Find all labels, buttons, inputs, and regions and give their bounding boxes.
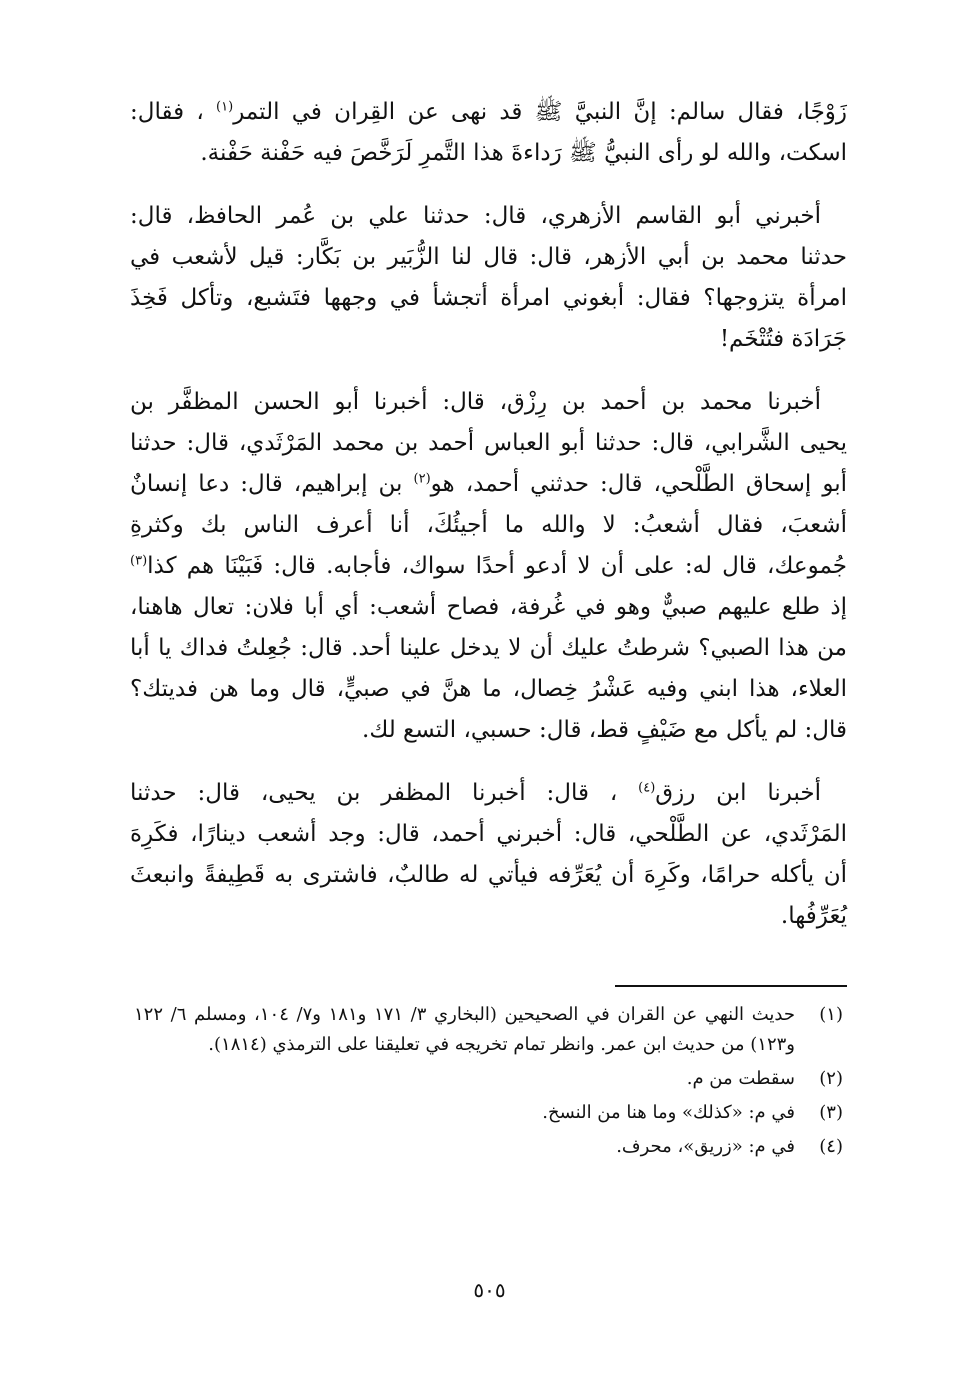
text-fragment: بن إبراهيم، قال: دعا إنسانٌ [130,471,403,497]
text-fragment: أبو إسحاق الطَّلْحي، قال: حدثني أحمد، هو [430,471,847,497]
footnote-number: (١) [819,1004,843,1025]
text-line: جَرَادَة فتُتْخَم! [719,326,847,352]
paragraph-1 [130,92,847,174]
paragraph-3 [130,382,847,751]
footnote-ref[interactable]: (٤) [638,780,656,796]
footnote-ref[interactable]: (١) [216,99,234,115]
main-text [130,92,847,959]
text-line: يحيى الشَّرابي، قال: حدثنا أبو العباس أحمد بن محمد المَرْثَدي، قال: حدثنا [130,430,847,456]
paragraph-2 [130,196,847,360]
text-line: المَرْثَدي، عن الطَّلْحي، قال: أخبرني أحمد، قال: وجد أشعب دينارًا، فكَرِهَ [130,821,847,847]
text-line: أشعبَ، فقال أشعبُ: لا والله ما أجيئُكَ، أنا أعرف الناس بك وكثرةِ [130,512,847,538]
text-line: أخبرنا محمد بن أحمد بن رِزْق، قال: أخبرنا أبو الحسن المظفَّر بن [130,389,821,415]
footnote-number: (٣) [819,1102,843,1123]
text-line: من هذا الصبي؟ شرطتُ عليك أن لا يدخل علينا أحد. قال: جُعِلتُ فداك يا أبا [130,635,847,661]
text-line: زَوْجًا، فقال سالم: إنَّ النبيَّ ﷺ قد نهى عن القِران في التمر [233,99,847,125]
text-fragment: جُموعك، قال له: على أن لا أدعو أحدًا سواك، فأجابه. قال: فَبَيْنَا هم كذا [147,553,847,579]
footnotes [134,1000,843,1166]
footnote-ref[interactable]: (٣) [130,553,148,569]
footnote-separator [615,985,847,987]
footnote-ref[interactable]: (٢) [413,471,431,487]
text-fragment: ، فقال: [130,99,204,125]
text-line: العلاء، هذا ابني وفيه عَشْرُ خِصال، ما هنَّ في صبيٍّ، قال وما هن فديتك؟ [130,676,847,702]
text-line: أخبرني أبو القاسم الأزهري، قال: حدثنا علي بن عُمر الحافظ، قال: [130,203,821,229]
page-number: ٥٠٥ [473,1278,506,1302]
footnote-text: سقطت من م. [686,1068,795,1089]
footnote-3 [134,1098,843,1128]
text-line: اسكت، والله لو رأى النبيُّ ﷺ رَداءةَ هذا التَّمرِ لَرَخَّصَ فيه حَفْنة حَفْنة. [200,140,847,166]
text-line: أن يأكله حرامًا، وكَرِهَ أن يُعَرِّفه فيأتي له طالبٌ، فاشترى به قَطِيفةً وانبعثَ [130,862,847,888]
footnote-2 [134,1064,843,1094]
text-line: قال: لم يأكل مع ضَيْفٍ قط، قال: حسبي، التسع لك. [362,717,847,743]
footnote-1 [134,1000,843,1060]
footnote-text: في م: «زريق»، محرف. [616,1136,795,1157]
text-fragment: ، قال: أخبرنا المظفر بن يحيى، قال: حدثنا [130,780,618,806]
footnote-text: حديث النهي عن القران في الصحيحين (البخاري ٣/ ١٧١ و١٨١ و٧/ ١٠٤، ومسلم ٦/ ١٢٢ و١٢٣) من حديث ابن عمر. وانظر تمام تخريجه في تعليقنا على الترمذي (١٨١٤). [134,1004,795,1055]
text-line: حدثنا محمد بن أبي الأزهر، قال: قال لنا الزُّبَير بن بَكَّار: قيل لأشعب في [130,244,847,270]
footnote-text: في م: «كذلك» وما هنا من النسخ. [542,1102,795,1123]
text-line: يُعَرِّفُها. [780,903,847,929]
footnote-number: (٢) [819,1068,843,1089]
text-fragment: أخبرنا ابن رزق [655,780,821,806]
footnote-number: (٤) [819,1136,843,1157]
text-line: إذ طلع عليهم صبيٌّ وهو في غُرفة، فصاح أشعب: أي أبا فلان: تعال هاهنا، [130,594,847,620]
paragraph-4 [130,773,847,937]
footnote-4 [134,1132,843,1162]
text-line: امرأة يتزوجها؟ فقال: أبغوني امرأة أتجشأ في وجهها فتَشبع، وتأكل فَخِذَ [130,285,847,311]
